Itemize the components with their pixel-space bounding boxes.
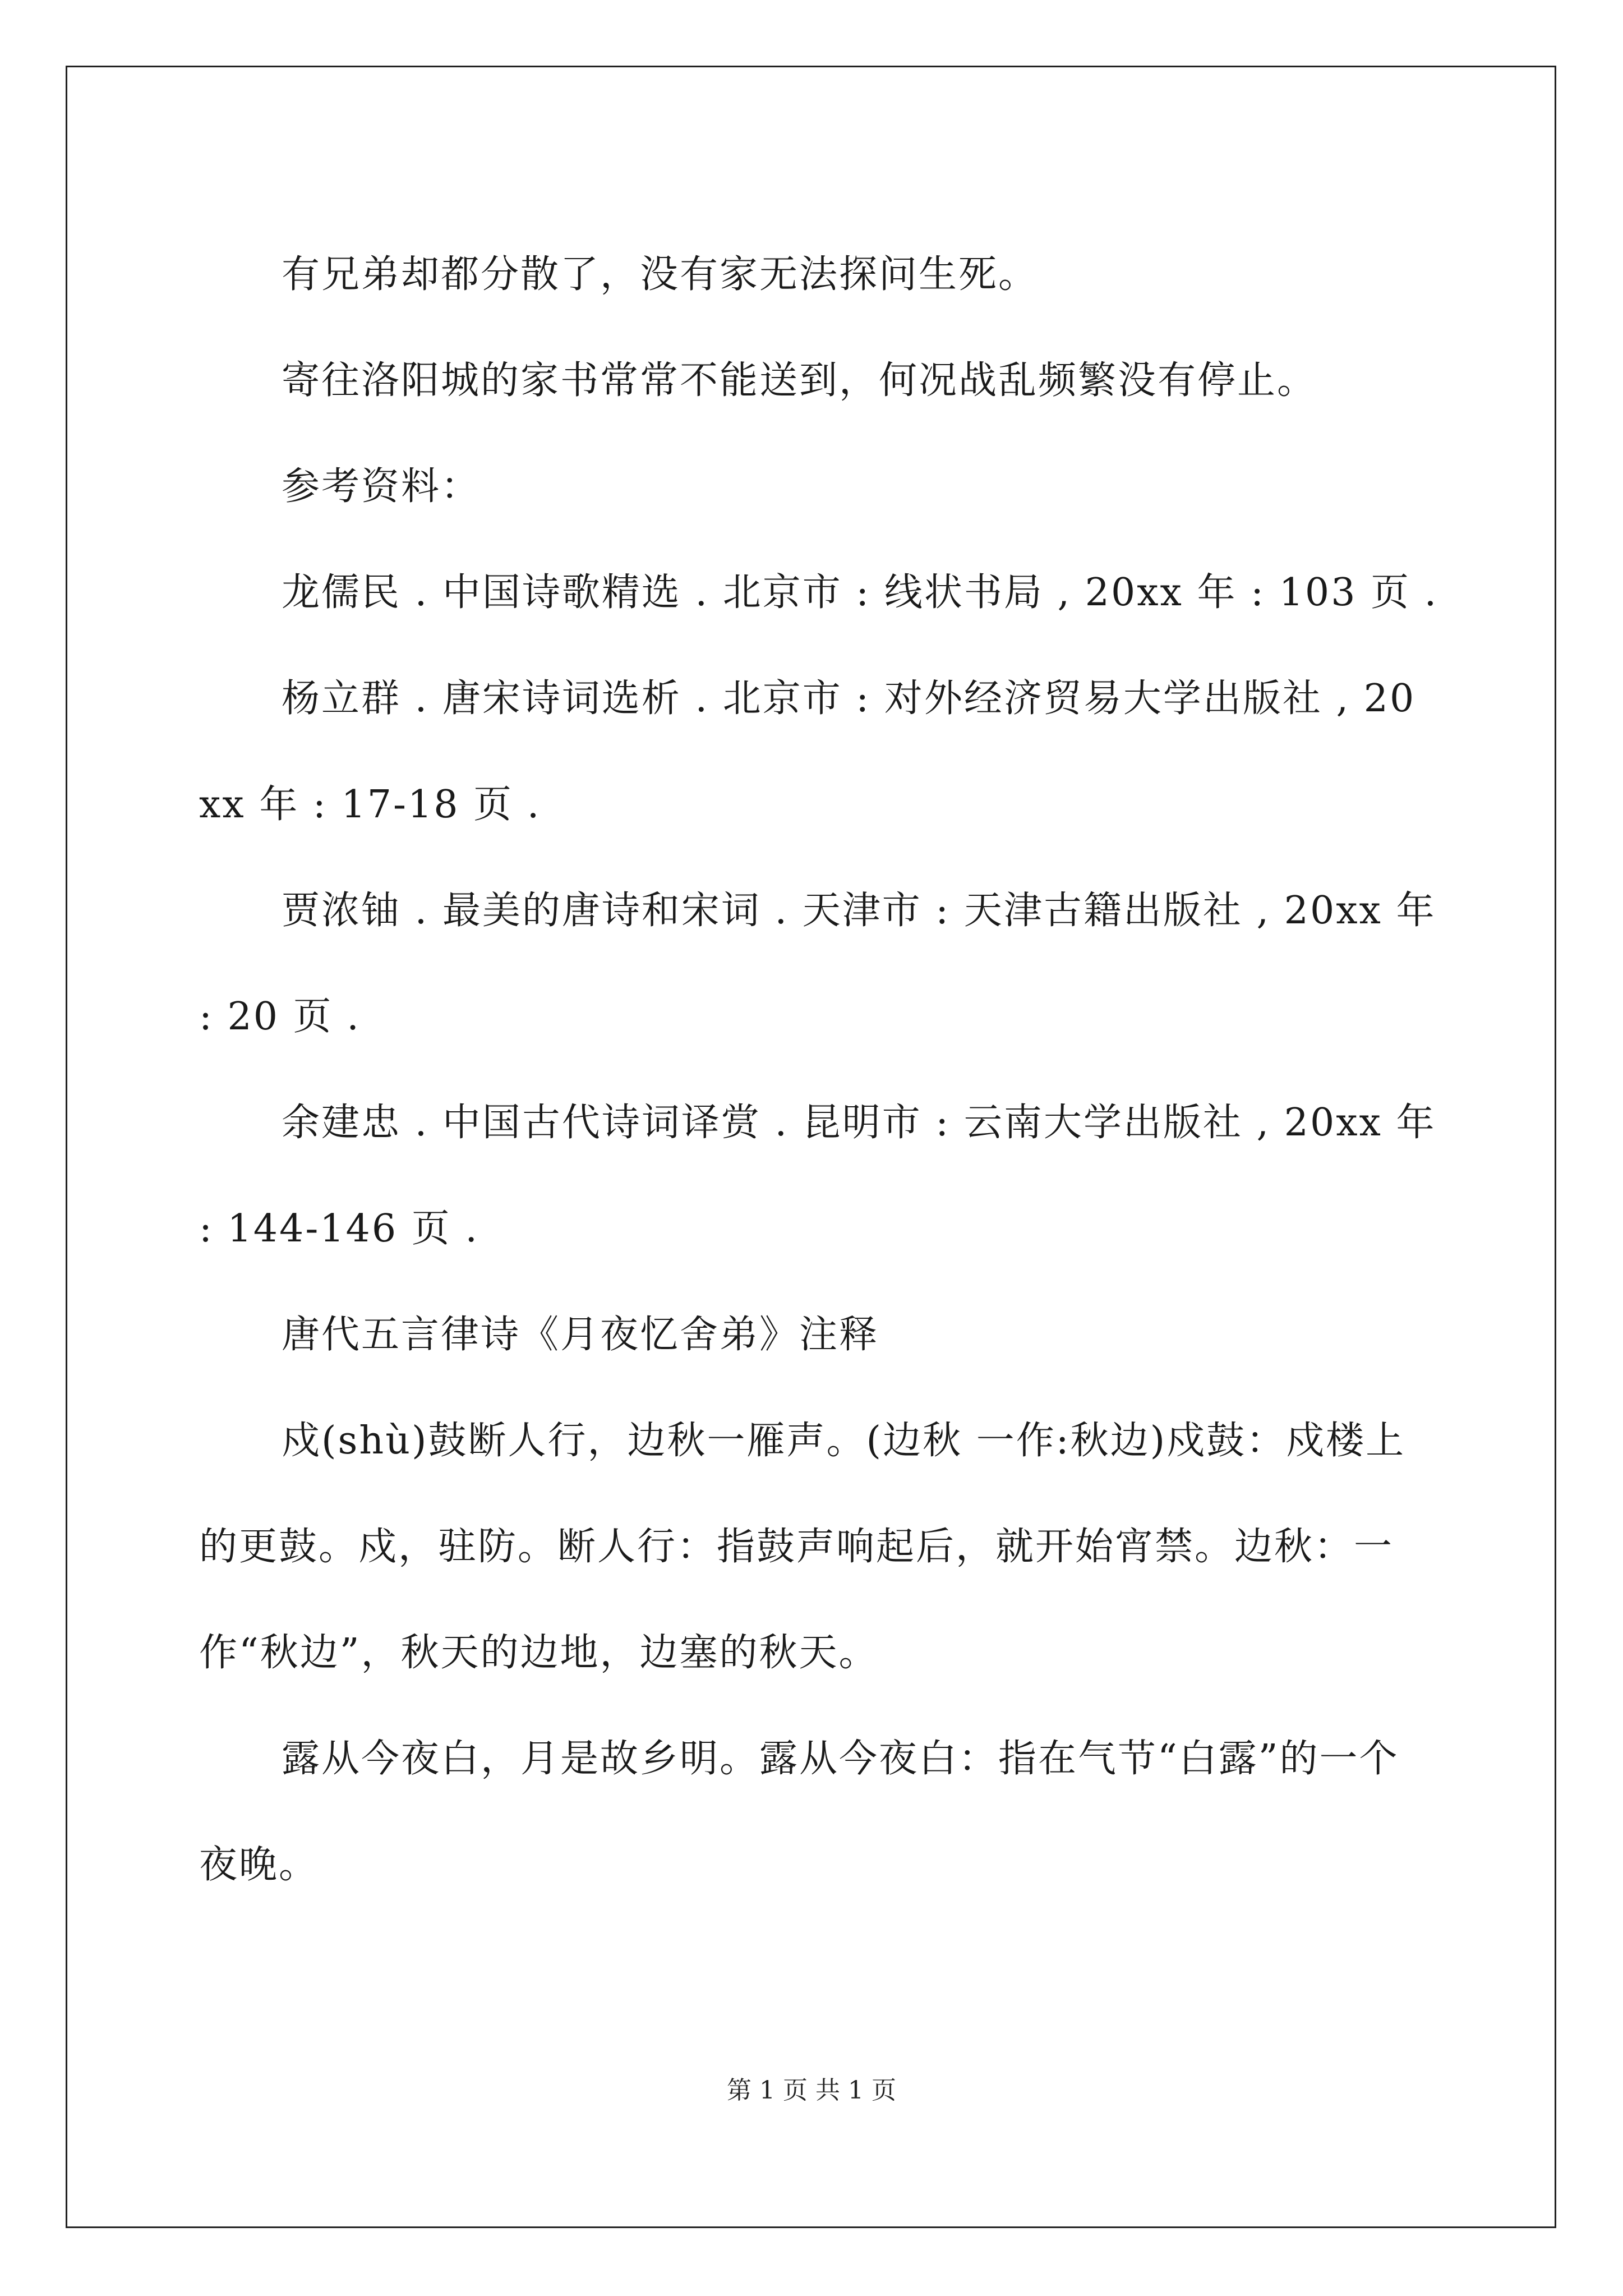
reference-item: 贾浓铀 . 最美的唐诗和宋词 . 天津市 : 天津古籍出版社 , 20xx 年 : 20 页 . [199,889,1450,1039]
annotation-paragraph: 露从今夜白，月是故乡明。露从今夜白：指在气节“白露”的一个夜晚。 [199,1737,1399,1887]
reference-item: 杨立群 . 唐宋诗词选析 . 北京市 : 对外经济贸易大学出版社 , 20xx 年 : 17-18 页 . [199,677,1416,827]
paragraph-siblings: 有兄弟却都分散了，没有家无法探问生死。 [282,252,1039,297]
reference-item: 龙儒民 . 中国诗歌精选 . 北京市 : 线状书局 , 20xx 年 : 103 页 . [282,570,1438,615]
page-footer: 第 1 页 共 1 页 [727,2076,896,2105]
document-body [199,222,1450,1918]
annotation-paragraph: 戍(shù)鼓断人行，边秋一雁声。(边秋 一作:秋边)戍鼓：戍楼上的更鼓。戍，驻防。断人行：指鼓声响起后，就开始宵禁。边秋：一作“秋边”，秋天的边地，边塞的秋天。 [199,1419,1406,1675]
section-title: 唐代五言律诗《月夜忆舍弟》注释 [282,1313,879,1357]
references-heading: 参考资料： [282,464,481,509]
reference-item: 余建忠 . 中国古代诗词译赏 . 昆明市 : 云南大学出版社 , 20xx 年 : 144-146 页 . [199,1101,1450,1251]
paragraph-letters: 寄往洛阳城的家书常常不能送到，何况战乱频繁没有停止。 [282,358,1317,403]
